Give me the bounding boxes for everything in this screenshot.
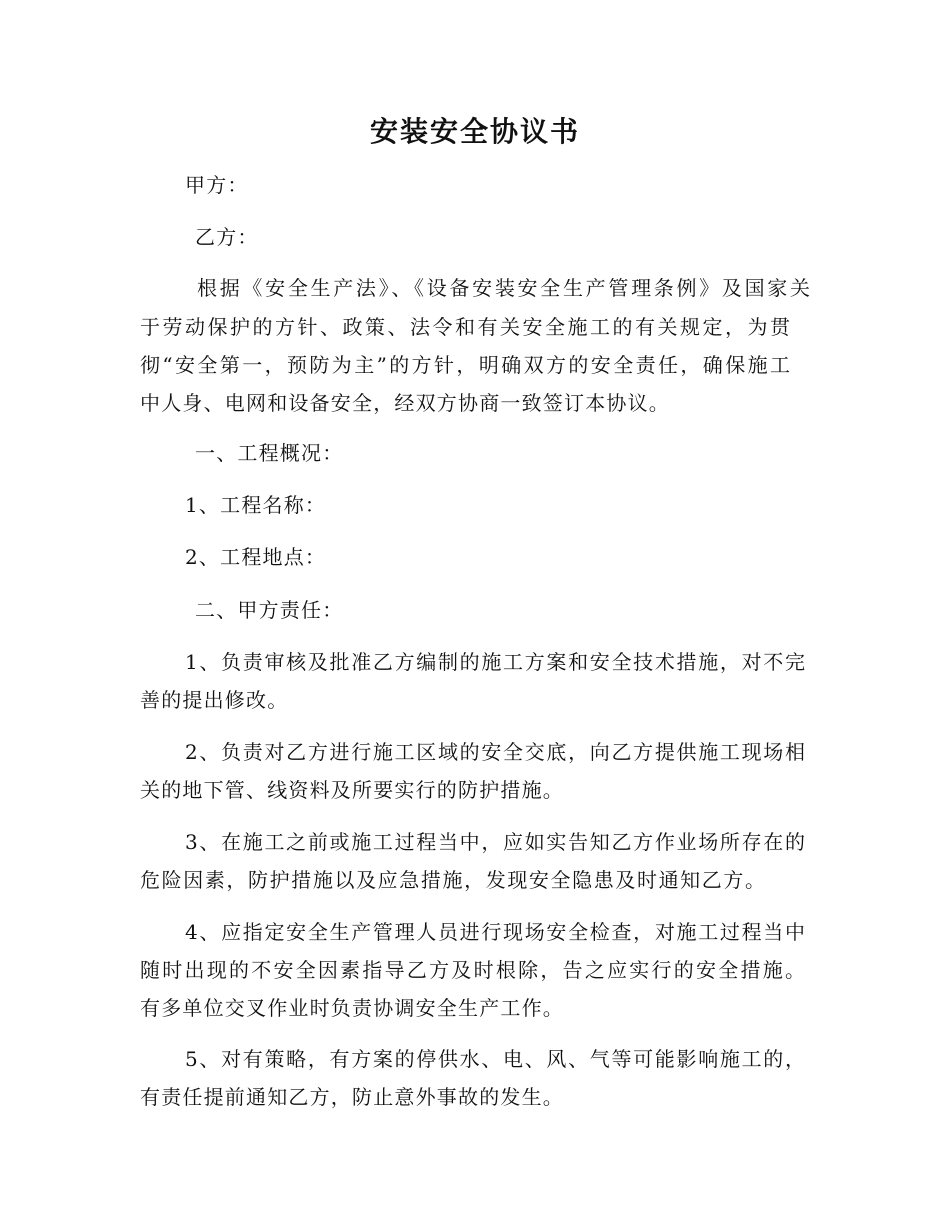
clause-5-line-1: 5、对有策略，有方案的停供水、电、风、气等可能影响施工的，: [185, 1047, 805, 1071]
clause-3-line-2: 危险因素，防护措施以及应急措施，发现安全隐患及时通知乙方。: [140, 868, 765, 892]
clause-5-line-2: 有责任提前通知乙方，防止意外事故的发生。: [140, 1085, 564, 1109]
intro-line-3: 彻“安全第一，预防为主”的方针，明确双方的安全责任，确保施工: [140, 353, 790, 377]
party-a-label: 甲方：: [185, 173, 249, 197]
document-title: 安装安全协议书: [369, 115, 580, 148]
clause-1-line-1: 1、负责审核及批准乙方编制的施工方案和安全技术措施，对不完: [185, 650, 805, 674]
clause-3-line-1: 3、在施工之前或施工过程当中，应如实告知乙方作业场所存在的: [185, 830, 805, 854]
intro-line-4: 中人身、电网和设备安全，经双方协商一致签订本协议。: [140, 391, 670, 415]
clause-4-line-2: 随时出现的不安全因素指导乙方及时根除，告之应实行的安全措施。: [140, 958, 805, 982]
project-location-label: 2、工程地点：: [185, 545, 327, 569]
clause-2-line-1: 2、负责对乙方进行施工区域的安全交底，向乙方提供施工现场相: [185, 740, 805, 764]
project-name-label: 1、工程名称：: [185, 493, 327, 517]
clause-4-line-3: 有多单位交叉作业时负责协调安全生产工作。: [140, 996, 564, 1020]
clause-2-line-2: 关的地下管、线资料及所要实行的防护措施。: [140, 778, 564, 802]
party-b-label: 乙方：: [195, 225, 259, 249]
clause-1-line-2: 善的提出修改。: [140, 688, 289, 712]
section-2-heading: 二、甲方责任：: [195, 598, 344, 622]
clause-4-line-1: 4、应指定安全生产管理人员进行现场安全检查，对施工过程当中: [185, 920, 805, 944]
intro-line-1: 根据《安全生产法》、《设备安装安全生产管理条例》及国家关: [197, 276, 810, 300]
section-1-heading: 一、工程概况：: [195, 441, 344, 465]
intro-line-2: 于劳动保护的方针、政策、法令和有关安全施工的有关规定，为贯: [140, 315, 790, 339]
